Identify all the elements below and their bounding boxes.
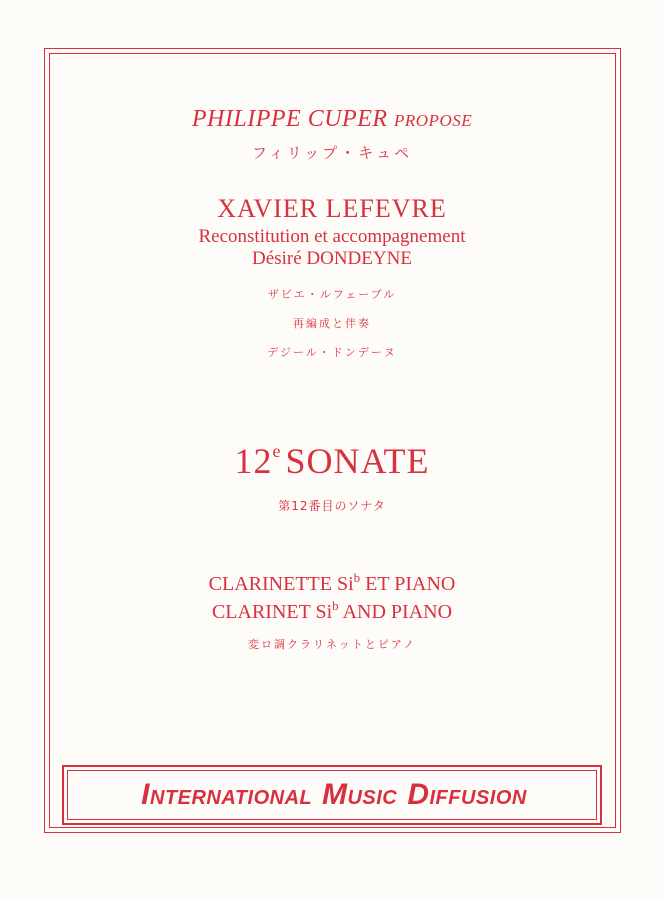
arranger-jp: デジール・ドンデーヌ (267, 346, 397, 359)
publisher-box (62, 765, 602, 825)
flat-sign-en: b (332, 598, 339, 613)
publisher-cap-2: M (321, 778, 348, 811)
publisher-cap-3: D (407, 778, 430, 811)
work-title-jp: 第12番目のソナタ (278, 499, 386, 513)
presenter-jp: フィリップ・キュペ (251, 144, 413, 162)
work-title-text: SONATE (285, 441, 430, 481)
publisher-word-1: NTERNATIONAL (149, 787, 312, 809)
instrumentation-en (0, 598, 664, 624)
publisher-word-2: USIC (347, 787, 398, 809)
presenter-line (0, 106, 664, 133)
publisher-name (67, 770, 597, 820)
reconstitution-text: Reconstitution et accompagnement (198, 226, 466, 247)
instr-en-pre: CLARINET Si (211, 601, 333, 623)
work-title (0, 440, 664, 482)
reconstitution-jp: 再編成と伴奏 (293, 317, 371, 330)
composer-name: XAVIER LEFEVRE (217, 194, 447, 223)
flat-sign-fr: b (353, 570, 361, 585)
composer-jp: ザビエ・ルフェーブル (267, 288, 397, 301)
work-number: 12 (234, 441, 273, 481)
publisher-word-3: IFFUSION (429, 787, 527, 809)
presenter-name: PHILIPPE CUPER (191, 106, 388, 132)
instr-fr-pre: CLARINETTE Si (208, 573, 354, 595)
work-ordinal: e (272, 441, 282, 461)
instr-en-post: AND PIANO (342, 601, 453, 623)
instr-fr-post: ET PIANO (365, 573, 456, 595)
publisher-cap-1: I (141, 778, 150, 811)
presenter-suffix: PROPOSE (394, 111, 473, 130)
arranger-name: Désiré DONDEYNE (252, 248, 412, 269)
instrumentation-fr (0, 570, 664, 596)
instrumentation-jp: 変ロ調クラリネットとピアノ (248, 638, 416, 651)
